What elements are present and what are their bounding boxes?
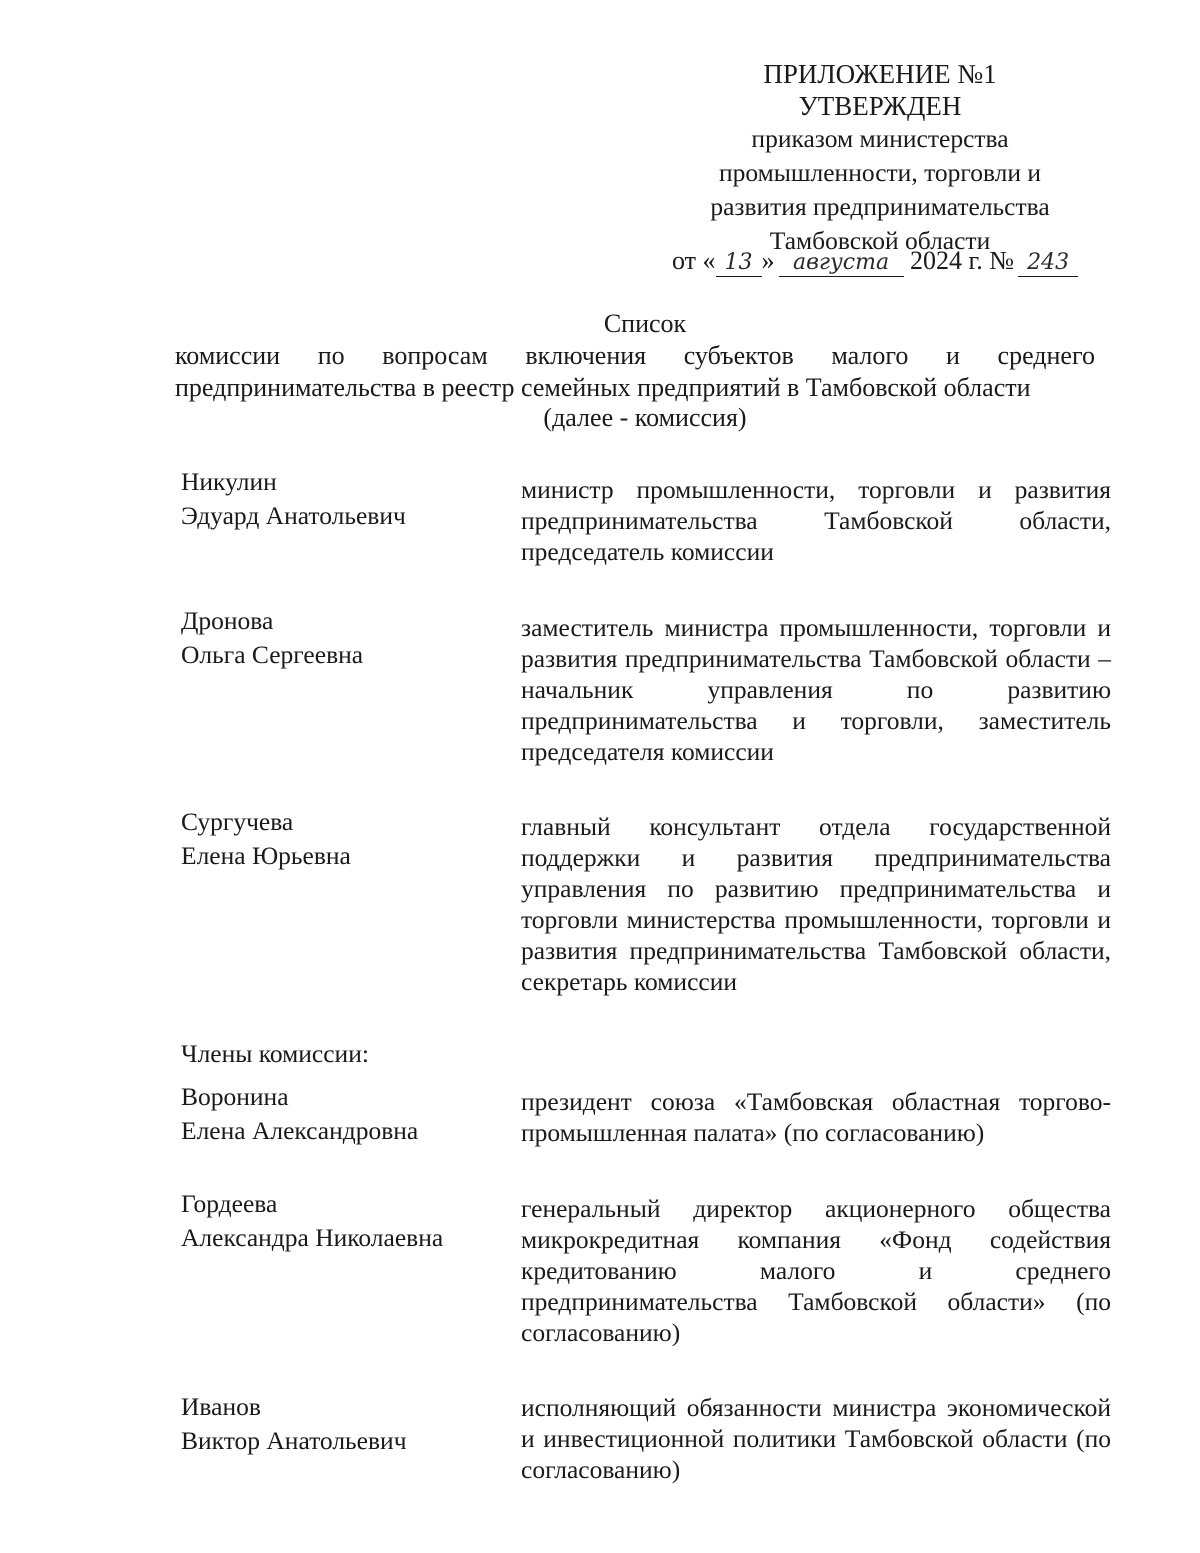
approved-label: УТВЕРЖДЕН [798, 91, 962, 121]
order-day-handwritten: 13 [716, 250, 762, 277]
member-given-names: Ольга Сергеевна [181, 640, 364, 669]
member-name [181, 604, 501, 672]
order-year: 2024 г. № [903, 246, 1015, 275]
member-surname: Никулин [181, 467, 277, 496]
order-mid: » [761, 246, 775, 275]
member-given-names: Эдуард Анатольевич [181, 501, 406, 530]
list-subtitle-line3: (далее - комиссия) [543, 403, 747, 432]
member-role: министр промышленности, торговли и развития предпринимательства Тамбовской области, председатель комиссии [521, 475, 1111, 566]
approval-line: промышленности, торговли и [718, 158, 1042, 187]
approval-block [660, 58, 1100, 258]
order-prefix: от « [672, 246, 716, 275]
list-heading: Список [603, 309, 687, 338]
list-subtitle-line1: комиссии по вопросам включения субъектов малого и среднего [175, 341, 1095, 370]
member-role: главный консультант отдела государственной поддержки и развития предпринимательства управления по развитию предпринимательства и торговли министерства промышленности, торговли и развития предпринимательства Тамбовской области, секретарь комиссии [521, 812, 1111, 996]
member-name [181, 805, 501, 873]
member-surname: Гордеева [181, 1189, 278, 1218]
member-given-names: Александра Николаевна [181, 1223, 444, 1252]
members-section-label: Члены комиссии: [181, 1039, 369, 1068]
member-name [181, 1080, 501, 1148]
member-name [181, 465, 501, 533]
member-role: генеральный директор акционерного общества микрокредитная компания «Фонд содействия кредитованию малого и среднего предпринимательства Тамбовской области» (по согласованию) [521, 1194, 1111, 1347]
member-surname: Сургучева [181, 807, 294, 836]
appendix-title: ПРИЛОЖЕНИЕ №1 [763, 59, 997, 89]
member-role: исполняющий обязанности министра экономической и инвестиционной политики Тамбовской области (по согласованию) [521, 1393, 1111, 1484]
approval-line: Тамбовской области [769, 226, 991, 255]
approval-line: развития предпринимательства [710, 192, 1050, 221]
list-subtitle-line2: предпринимательства в реестр семейных предприятий в Тамбовской области [175, 373, 1031, 402]
member-name [181, 1390, 501, 1458]
member-surname: Воронина [181, 1082, 289, 1111]
member-role: заместитель министра промышленности, торговли и развития предпринимательства Тамбовской области – начальник управления по развитию предпринимательства и торговли, заместитель председателя комиссии [521, 613, 1111, 766]
member-surname: Дронова [181, 606, 274, 635]
member-name [181, 1187, 501, 1255]
member-role: президент союза «Тамбовская областная торгово-промышленная палата» (по согласованию) [521, 1087, 1111, 1147]
order-number-handwritten: 243 [1018, 250, 1078, 277]
member-given-names: Елена Александровна [181, 1116, 419, 1145]
order-reference [672, 245, 1112, 277]
approval-line: приказом министерства [751, 124, 1009, 153]
member-given-names: Елена Юрьевна [181, 841, 351, 870]
order-month-handwritten: августа [779, 250, 904, 277]
member-given-names: Виктор Анатольевич [181, 1426, 407, 1455]
member-surname: Иванов [181, 1392, 261, 1421]
